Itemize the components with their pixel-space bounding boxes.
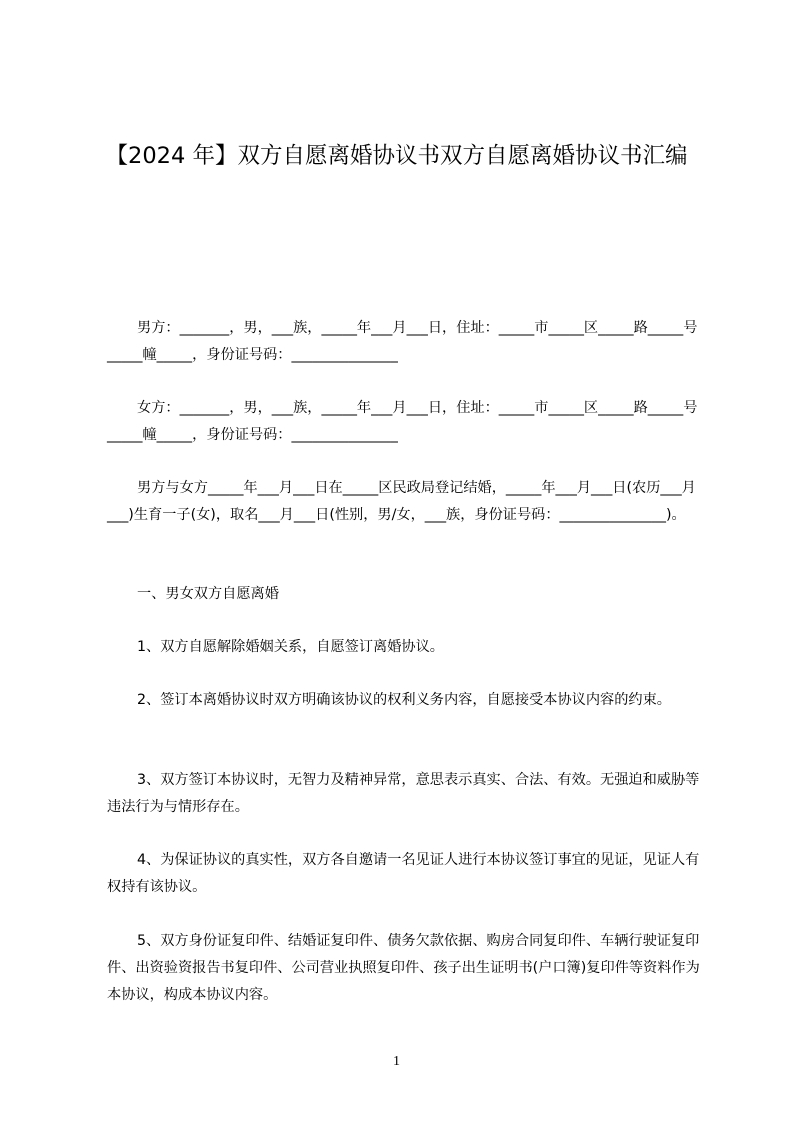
clause-2: 2、签订本离婚协议时双方明确该协议的权利义务内容，自愿接受本协议内容的约束。 <box>137 692 671 708</box>
clause-4: 4、为保证协议的真实性，双方各自邀请一名见证人进行本协议签订事宜的见证，见证人有权持有该协议。 <box>107 852 700 895</box>
male-party-paragraph: 男方：_______，男，___族，_____年___月___日，住址：_____市_____区_____路_____号_____幢_____，身份证号码：_______________ <box>107 320 698 363</box>
clause-1: 1、双方自愿解除婚姻关系，自愿签订离婚协议。 <box>137 639 444 655</box>
marriage-info-paragraph: 男方与女方_____年___月___日在_____区民政局登记结婚，_____年___月___日(农历___月___)生育一子(女)，取名___月___日(性别，男/女，___族，身份证号码：_______________)。 <box>107 480 696 523</box>
female-party-paragraph: 女方：_______，男，___族，_____年___月___日，住址：_____市_____区_____路_____号_____幢_____，身份证号码：_______________ <box>107 400 698 443</box>
page-number: 1 <box>393 1054 400 1069</box>
clause-3: 3、双方签订本协议时，无智力及精神异常，意思表示真实、合法、有效。无强迫和威胁等违法行为与情形存在。 <box>107 772 700 815</box>
section-heading: 一、男女双方自愿离婚 <box>137 586 279 602</box>
clause-5: 5、双方身份证复印件、结婚证复印件、债务欠款依据、购房合同复印件、车辆行驶证复印件、出资验资报告书复印件、公司营业执照复印件、孩子出生证明书(户口簿)复印件等资料作为本协议，构成本协议内容。 <box>107 933 700 1003</box>
page-title: 【2024 年】双方自愿离婚协议书双方自愿离婚协议书汇编 <box>105 143 688 169</box>
